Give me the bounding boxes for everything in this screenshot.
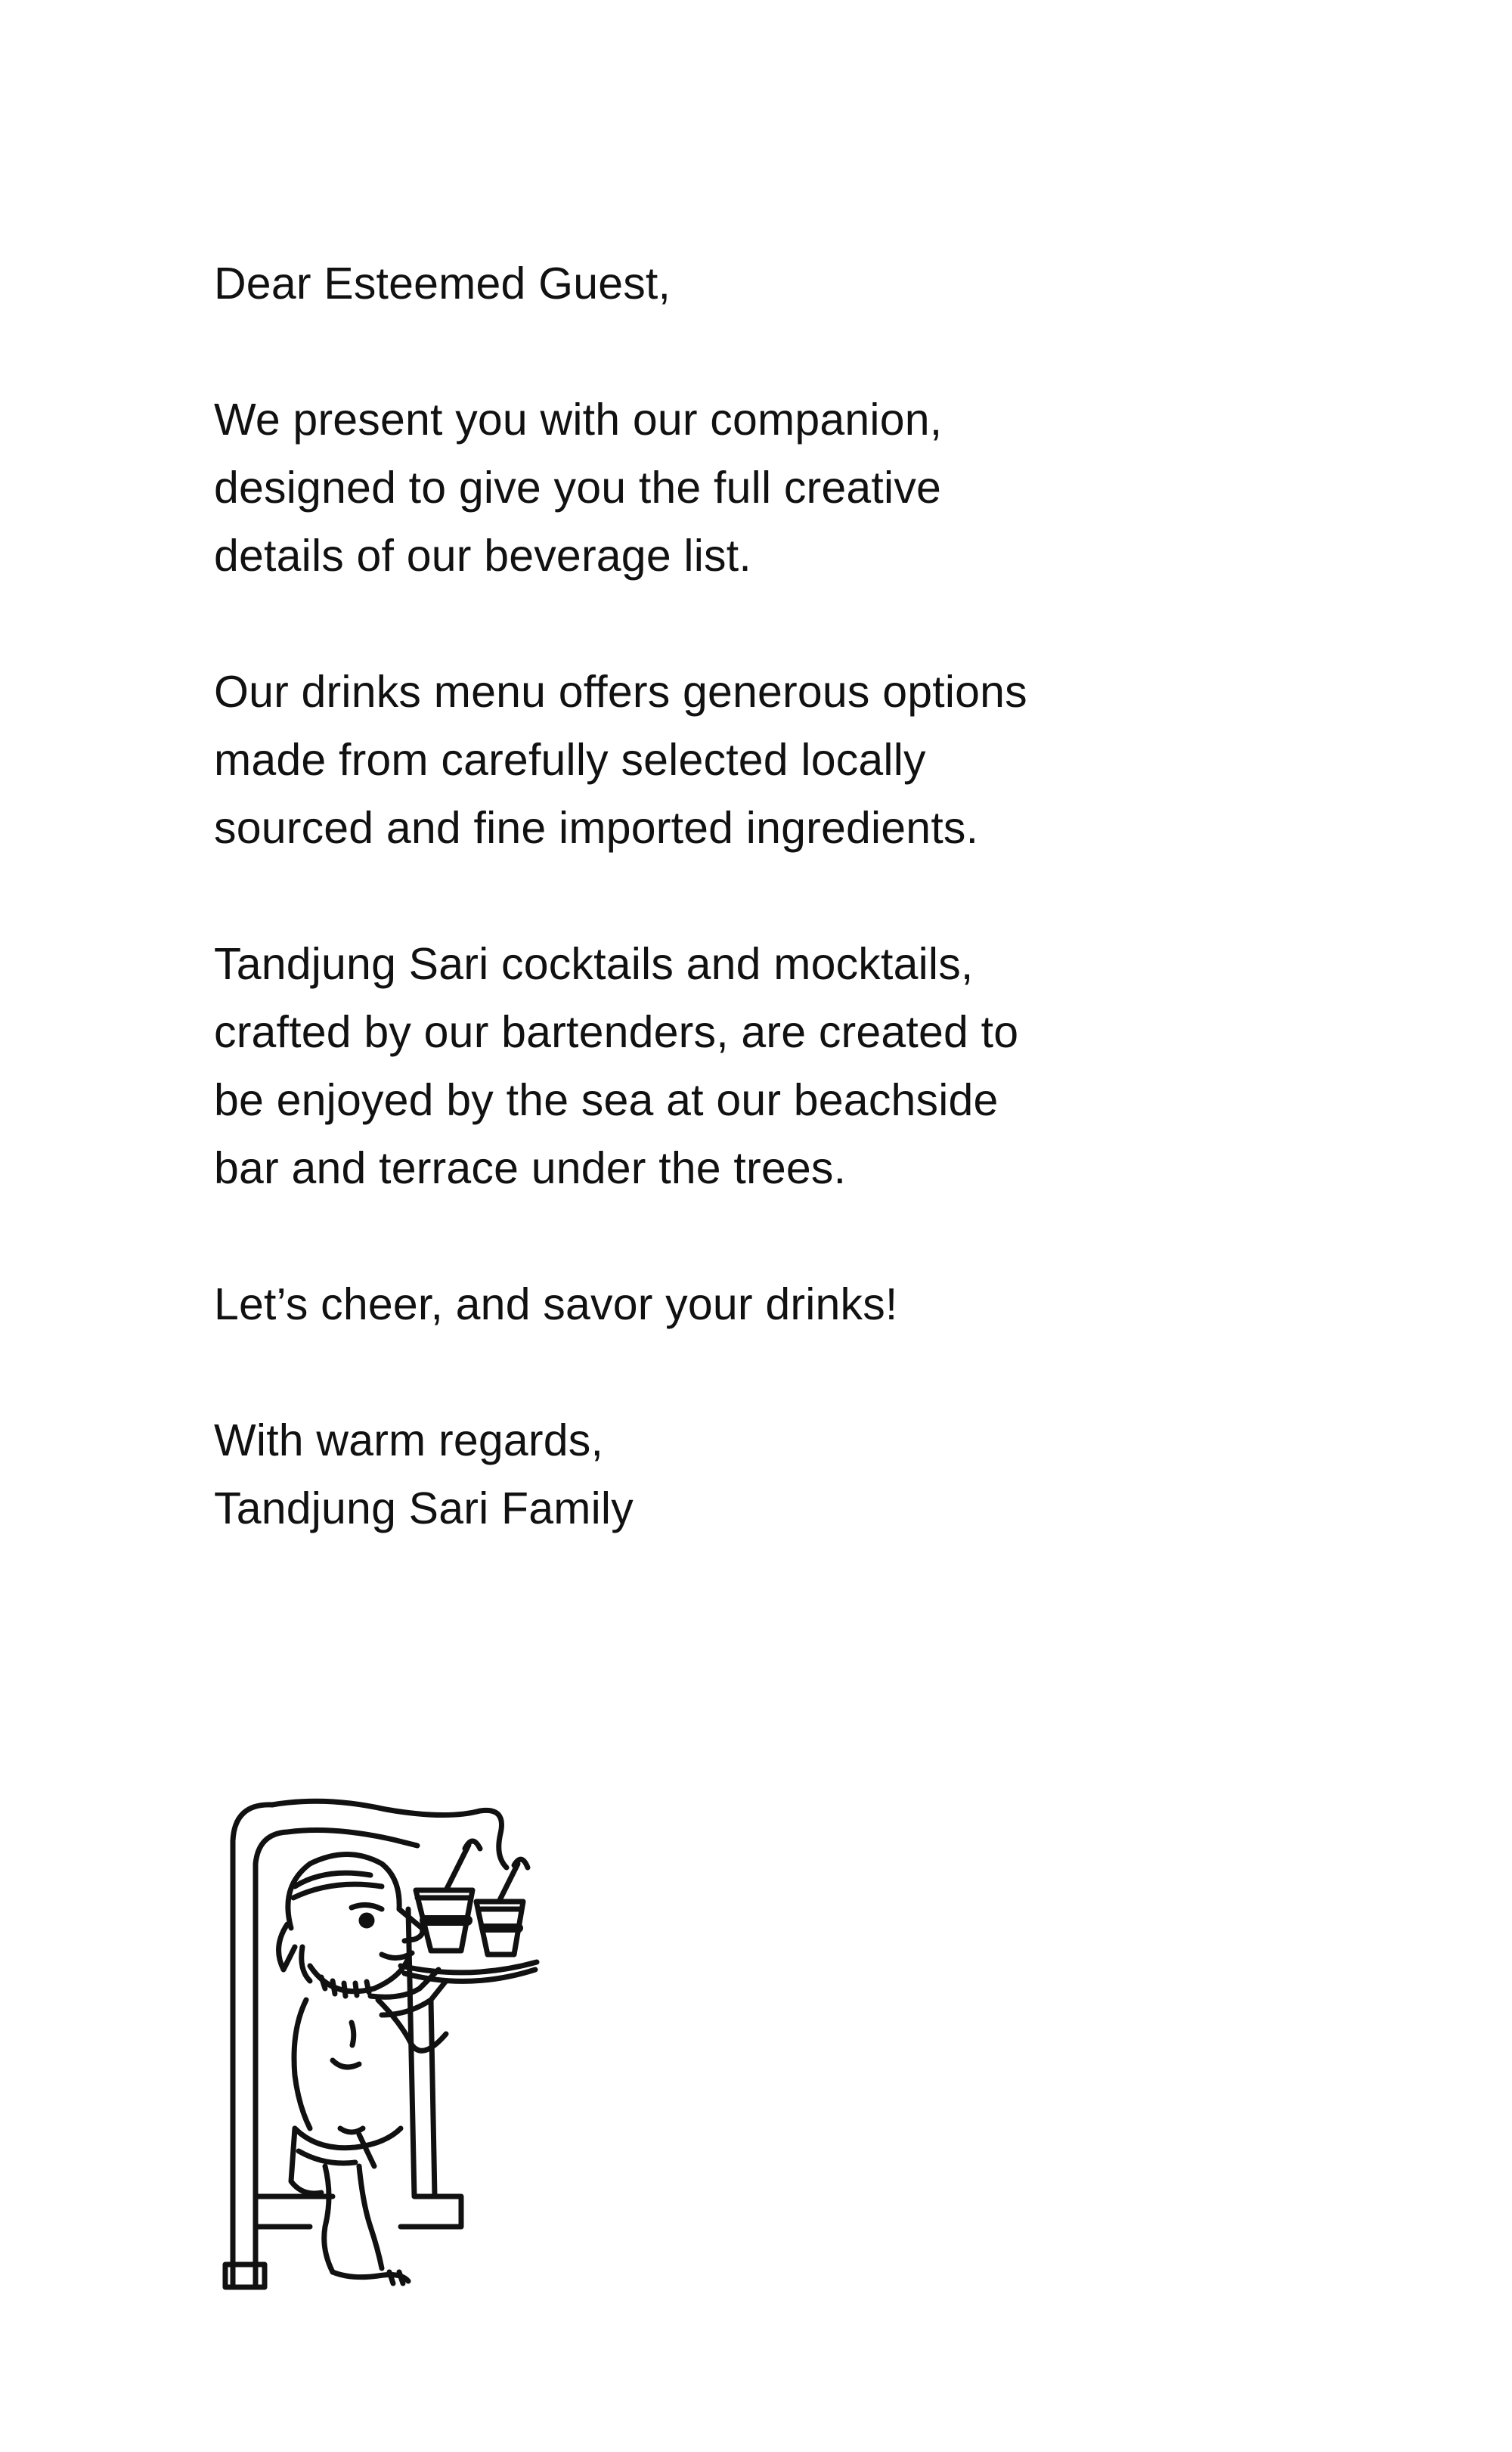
- waiter-illustration: [219, 1773, 567, 2302]
- waiter-drawing-icon: [219, 1773, 567, 2302]
- salutation: [214, 250, 1310, 318]
- paragraph-companion: [214, 386, 1310, 590]
- paragraph-line: Let’s cheer, and savor your drinks!: [214, 1279, 898, 1329]
- salutation-text: Dear Esteemed Guest,: [214, 259, 671, 308]
- paragraph-line: Tandjung Sari cocktails and mocktails,: [214, 939, 974, 989]
- signoff: [214, 1406, 1310, 1542]
- paragraph-line: details of our beverage list.: [214, 531, 751, 581]
- welcome-letter: [214, 250, 1310, 1542]
- paragraph-line: bar and terrace under the trees.: [214, 1143, 847, 1193]
- paragraph-menu: [214, 658, 1310, 862]
- signature-text: Tandjung Sari Family: [214, 1483, 634, 1533]
- paragraph-cocktails: [214, 930, 1310, 1202]
- paragraph-line: We present you with our companion,: [214, 395, 943, 445]
- paragraph-cheer: [214, 1270, 1310, 1338]
- closing-text: With warm regards,: [214, 1415, 604, 1465]
- paragraph-line: be enjoyed by the sea at our beachside: [214, 1075, 999, 1125]
- paragraph-line: crafted by our bartenders, are created to: [214, 1007, 1019, 1057]
- paragraph-line: designed to give you the full creative: [214, 463, 942, 513]
- paragraph-line: sourced and fine imported ingredients.: [214, 803, 979, 853]
- paragraph-line: made from carefully selected locally: [214, 735, 926, 785]
- paragraph-line: Our drinks menu offers generous options: [214, 667, 1027, 717]
